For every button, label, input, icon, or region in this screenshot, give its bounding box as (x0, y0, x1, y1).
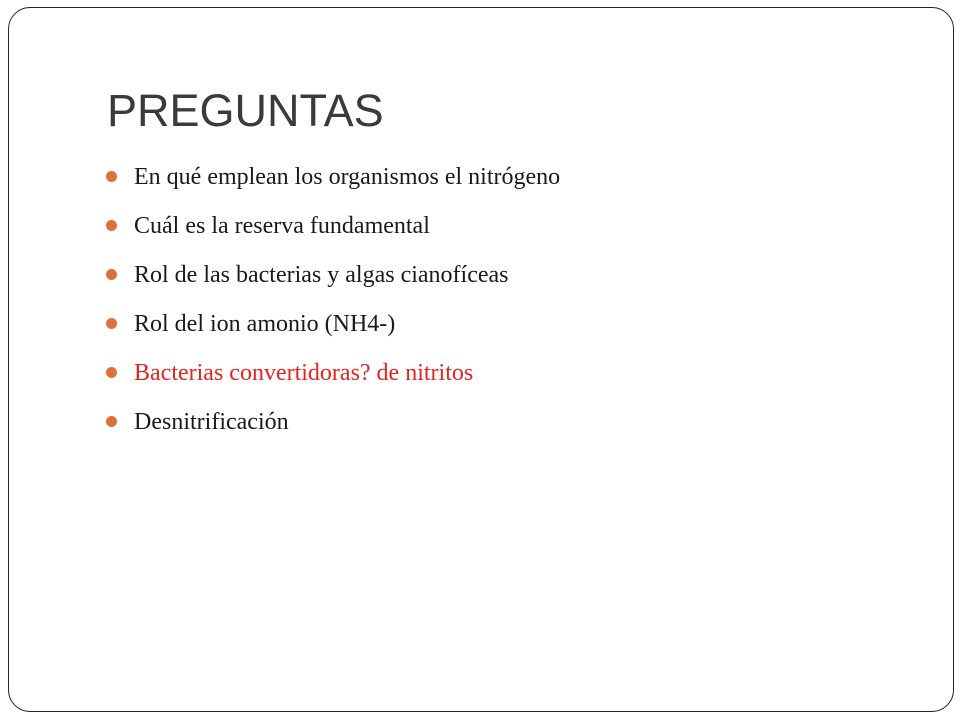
bullet-text: Rol del ion amonio (NH4-) (134, 310, 396, 337)
list-item (106, 348, 560, 397)
slide-title: PREGUNTAS (107, 85, 384, 136)
bullet-dot-icon (106, 416, 117, 427)
bullet-dot-icon (106, 367, 117, 378)
bullet-text: Desnitrificación (134, 408, 289, 435)
bullet-text: Cuál es la reserva fundamental (134, 212, 430, 239)
bullet-dot-icon (106, 318, 117, 329)
bullet-dot-icon (106, 269, 117, 280)
bullet-text: En qué emplean los organismos el nitrógeno (134, 163, 561, 190)
list-item (106, 250, 560, 299)
bullet-dot-icon (106, 220, 117, 231)
list-item (106, 299, 560, 348)
bullet-dot-icon (106, 171, 117, 182)
list-item (106, 152, 560, 201)
bullet-text: Rol de las bacterias y algas cianofíceas (134, 261, 509, 288)
bullet-list (106, 152, 560, 446)
list-item (106, 201, 560, 250)
list-item (106, 397, 560, 446)
bullet-text: Bacterias convertidoras? de nitritos (134, 359, 474, 386)
